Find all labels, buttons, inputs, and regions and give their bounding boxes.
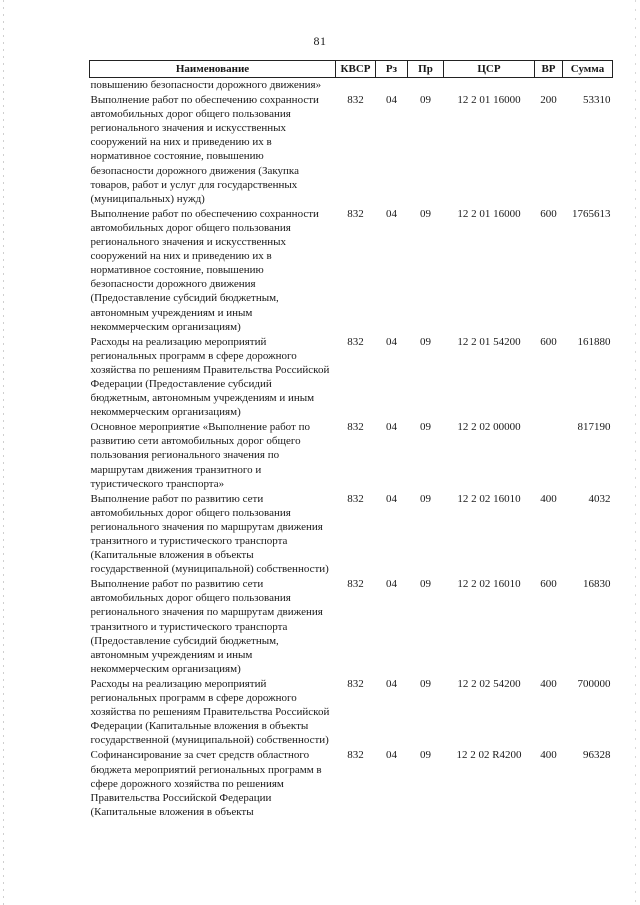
- row-sum: 161880: [577, 335, 611, 348]
- table-row: [90, 576, 613, 676]
- row-sum: 16830: [583, 578, 611, 591]
- row-vr: 400: [540, 492, 557, 505]
- row-rz: 04: [386, 749, 397, 762]
- row-name: Выполнение работ по обеспечению сохранности автомобильных дорог общего пользования регионального значения и искусственных сооружений на них и приведению их в нормативное состояние, повышению безопасности дорожного движения (Предоставление субсидий бюджетным, автономным учреждениям и иным некоммерческим организациям): [90, 207, 319, 333]
- table-row: [90, 676, 613, 747]
- row-vr: 400: [540, 677, 557, 690]
- page-number: 81: [313, 34, 327, 48]
- table-header-row: [90, 61, 613, 78]
- row-rz: 04: [386, 492, 397, 505]
- row-name: Выполнение работ по развитию сети автомобильных дорог общего пользования регионального значения по маршрутам движения транзитного и туристического транспорта (Предоставление субсидий бюджетным, автономным учреждениям и иным некоммерческим организациям): [90, 578, 323, 675]
- row-csr: 12 2 02 54200: [457, 677, 521, 690]
- row-pr: 09: [420, 207, 431, 220]
- row-rz: 04: [386, 677, 397, 690]
- row-name: повышению безопасности дорожного движения»: [90, 79, 322, 91]
- row-kvsr: 832: [347, 421, 364, 434]
- row-kvsr: 832: [347, 749, 364, 762]
- row-vr: [535, 78, 563, 93]
- header-csr: ЦСР: [444, 61, 535, 78]
- row-kvsr: 832: [347, 207, 364, 220]
- row-csr: 12 2 01 16000: [457, 94, 521, 107]
- row-vr: 600: [540, 207, 557, 220]
- row-name: Софинансирование за счет средств областного бюджета мероприятий региональных программ в сфере дорожного хозяйства по решениям Правительства Российской Федерации (Капитальные вложения в объекты: [90, 749, 322, 818]
- row-kvsr: [336, 78, 376, 93]
- row-vr: 600: [540, 578, 557, 591]
- row-pr: 09: [420, 94, 431, 107]
- budget-table: [89, 60, 613, 819]
- header-vr: ВР: [535, 61, 563, 78]
- scan-right-edge: [635, 0, 636, 905]
- header-pr: Пр: [408, 61, 444, 78]
- row-kvsr: 832: [347, 578, 364, 591]
- header-name: Наименование: [90, 61, 336, 78]
- row-pr: 09: [420, 749, 431, 762]
- row-sum: 96328: [583, 749, 611, 762]
- row-rz: 04: [386, 335, 397, 348]
- header-kvsr: КВСР: [336, 61, 376, 78]
- row-sum: 700000: [577, 677, 611, 690]
- table-row: [90, 78, 613, 93]
- row-vr: 200: [540, 94, 557, 107]
- table-row: [90, 92, 613, 206]
- row-name: Выполнение работ по развитию сети автомобильных дорог общего пользования регионального значения по маршрутам движения транзитного и туристического транспорта (Капитальные вложения в объекты государственной (муниципальной) собственности): [90, 492, 329, 576]
- row-vr: 400: [540, 749, 557, 762]
- table-row: [90, 747, 613, 818]
- row-pr: 09: [420, 677, 431, 690]
- row-sum: 817190: [577, 421, 611, 434]
- row-rz: 04: [386, 421, 397, 434]
- row-kvsr: 832: [347, 677, 364, 690]
- row-csr: 12 2 02 00000: [457, 421, 521, 434]
- row-sum: [563, 78, 613, 93]
- row-pr: 09: [420, 335, 431, 348]
- table-row: [90, 334, 613, 420]
- header-rz: Рз: [376, 61, 408, 78]
- row-name: Расходы на реализацию мероприятий региональных программ в сфере дорожного хозяйства по решениям Правительства Российской Федерации (Капитальные вложения в объекты государственной (муниципальной) собственности): [90, 677, 330, 747]
- row-csr: 12 2 01 16000: [457, 207, 521, 220]
- row-kvsr: 832: [347, 492, 364, 505]
- row-csr: 12 2 02 16010: [457, 578, 521, 591]
- table-row: [90, 419, 613, 490]
- row-csr: [444, 78, 535, 93]
- row-pr: 09: [420, 492, 431, 505]
- row-name: Основное мероприятие «Выполнение работ по развитию сети автомобильных дорог общего пользования регионального значения по маршрутам движения транзитного и туристического транспорта»: [90, 421, 310, 490]
- row-rz: 04: [386, 578, 397, 591]
- row-sum: 53310: [583, 94, 611, 107]
- row-name: Расходы на реализацию мероприятий региональных программ в сфере дорожного хозяйства по решениям Правительства Российской Федерации (Предоставление субсидий бюджетным, автономным учреждениям и иным некоммерческим организациям): [90, 335, 330, 419]
- row-pr: 09: [420, 578, 431, 591]
- table-row: [90, 206, 613, 334]
- row-kvsr: 832: [347, 94, 364, 107]
- row-vr: 600: [540, 335, 557, 348]
- row-csr: 12 2 02 R4200: [456, 749, 522, 762]
- table-row: [90, 491, 613, 577]
- row-vr: [535, 419, 563, 490]
- row-pr: [408, 78, 444, 93]
- row-rz: [376, 78, 408, 93]
- row-name: Выполнение работ по обеспечению сохранности автомобильных дорог общего пользования регионального значения и искусственных сооружений на них и приведению их в нормативное состояние, повышению безопасности дорожного движения (Закупка товаров, работ и услуг для государственных (муниципальных) нужд): [90, 94, 319, 205]
- header-sum: Сумма: [563, 61, 613, 78]
- row-csr: 12 2 01 54200: [457, 335, 521, 348]
- row-pr: 09: [420, 421, 431, 434]
- scan-left-edge: [3, 0, 4, 905]
- row-rz: 04: [386, 94, 397, 107]
- row-csr: 12 2 02 16010: [457, 492, 521, 505]
- row-sum: 4032: [588, 492, 611, 505]
- row-sum: 1765613: [572, 207, 611, 220]
- row-kvsr: 832: [347, 335, 364, 348]
- row-rz: 04: [386, 207, 397, 220]
